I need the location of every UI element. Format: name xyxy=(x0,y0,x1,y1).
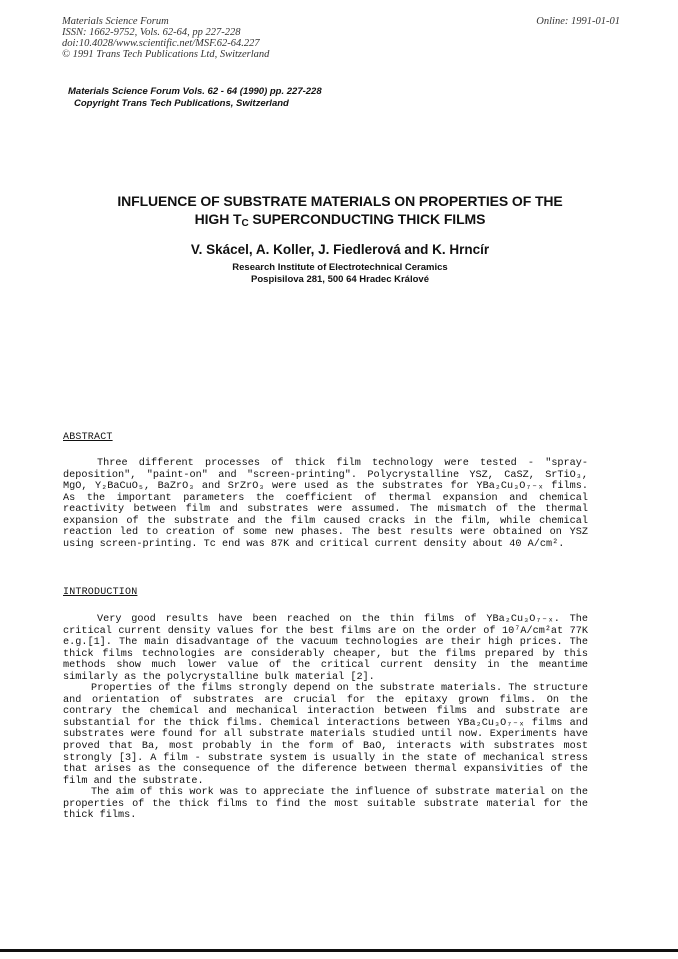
affiliation-line-1: Research Institute of Electrotechnical Ceramics xyxy=(232,262,448,273)
affiliation xyxy=(40,262,640,285)
online-date: Online: 1991-01-01 xyxy=(536,16,620,27)
title-line-1: INFLUENCE OF SUBSTRATE MATERIALS ON PROPERTIES OF THE xyxy=(117,193,563,209)
header-line-journal: Materials Science Forum xyxy=(62,16,169,27)
affiliation-line-2: Pospisilova 281, 500 64 Hradec Králové xyxy=(251,273,429,285)
abstract-text: Three different processes of thick film technology were tested - "spray-deposition", "paint-on" and "screen-printing". Polycrystalline YSZ, CaSZ, SrTiO₃, MgO, Y₂BaCuO₅, BaZrO₃ and SrZrO₃ were used as the substrates for YBa₂Cu₃O₇₋ₓ films. As the important parameters the coefficient of thermal expansion and chemical reactivity between film and substrates were assumed. The mismatch of the thermal expansion of the substrate and the film caused cracks in the film, while chemical reaction led to creation of some new phases. The best results were obtained on YSZ using screen-printing. Tc end was 87K and critical current density about 40 A/cm². xyxy=(63,458,588,550)
intro-paragraph-3: The aim of this work was to appreciate the influence of substrate material on the properties of the thick films to find the most suitable substrate material for the thick films. xyxy=(63,787,588,822)
citation-line-volume: Materials Science Forum Vols. 62 - 64 (1990) pp. 227-228 xyxy=(68,86,322,97)
title-line-2: HIGH $T_C$ SUPERCONDUCTING THICK FILMS xyxy=(194,211,486,229)
header-line-issn: ISSN: 1662-9752, Vols. 62-64, pp 227-228 xyxy=(62,27,241,38)
authors: V. Skácel, A. Koller, J. Fiedlerová and K. Hrncír xyxy=(190,242,490,257)
abstract-heading: ABSTRACT xyxy=(63,432,113,443)
introduction-body xyxy=(63,614,588,822)
introduction-heading: INTRODUCTION xyxy=(63,587,138,598)
bottom-rule xyxy=(0,949,678,952)
intro-paragraph-1: Very good results have been reached on the thin films of YBa₂Cu₃O₇₋ₓ. The critical current density values for the best films are on the order of 10⁷A/cm²at 77K e.g.[1]. The main disadvantage of the vacuum technologies are their high prices. The thick films technologies are considerably cheaper, but the films prepared by this methods show much lower value of the critical current density in the meantime similarly as the polycrystalline bulk material [2]. xyxy=(63,614,588,683)
abstract-body xyxy=(63,458,588,550)
citation-line-copyright: Copyright Trans Tech Publications, Switzerland xyxy=(74,98,289,109)
intro-paragraph-2: Properties of the films strongly depend on the substrate materials. The structure and orientation of substrates are crucial for the epitaxy grown films. On the contrary the chemical and mechanical interaction between films and substrate are substantial for the thick films. Chemical interactions between YBa₂Cu₃O₇₋ₓ films and substrates were found for all substrate materials studied until now. Experiments have proved that Ba, most probably in the form of BaO, interacts with substrates most strongly [3]. A film - substrate system is usually in the state of mechanical stress that arises as the consequence of the diference between thermal expansivities of the film and the substrate. xyxy=(63,683,588,787)
citation xyxy=(68,86,468,110)
header-line-doi: doi:10.4028/www.scientific.net/MSF.62-64.227 xyxy=(62,38,260,49)
header-line-copyright: © 1991 Trans Tech Publications Ltd, Switzerland xyxy=(62,49,270,60)
paper-title xyxy=(40,192,640,233)
journal-header xyxy=(62,16,422,60)
